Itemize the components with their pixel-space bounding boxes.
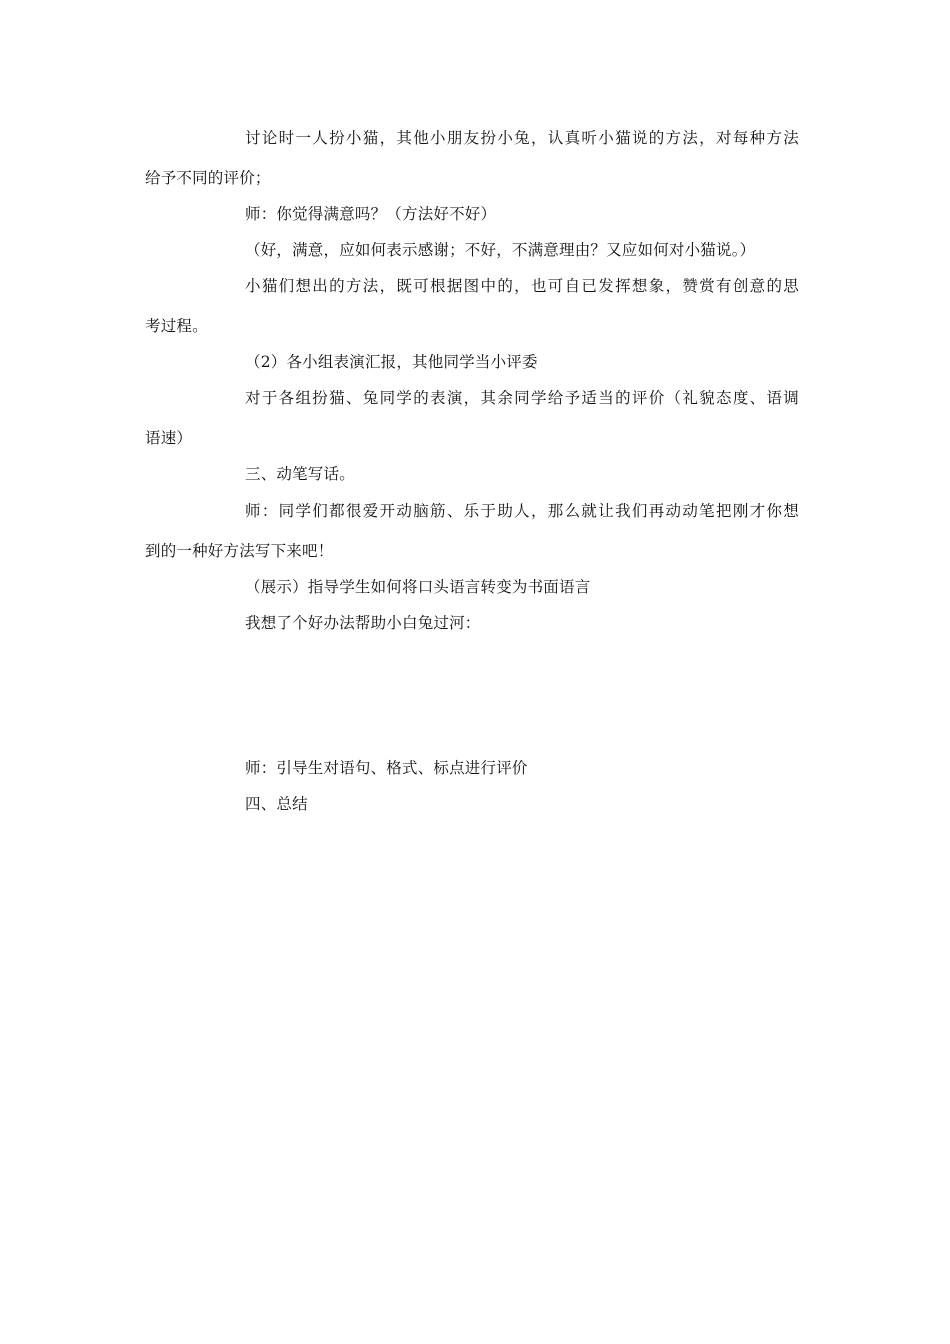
section-heading: （2）各小组表演汇报，其他同学当小评委 xyxy=(245,353,538,371)
paragraph-line: 师：同学们都很爱开动脑筋、乐于助人，那么就让我们再动动笔把刚才你想 xyxy=(245,502,799,520)
paragraph-line: 考过程。 xyxy=(145,317,208,335)
section-heading: 三、动笔写话。 xyxy=(245,465,355,483)
paragraph-line: 小猫们想出的方法，既可根据图中的，也可自已发挥想象，赞赏有创意的思 xyxy=(245,277,799,295)
paragraph-line: 给予不同的评价； xyxy=(145,169,271,187)
paragraph-line: 我想了个好办法帮助小白兔过河： xyxy=(245,614,481,632)
paragraph-line: （好，满意，应如何表示感谢；不好，不满意理由？又应如何对小猫说。） xyxy=(245,241,756,259)
paragraph-line: 师：你觉得满意吗？（方法好不好） xyxy=(245,205,497,223)
paragraph-line: （展示）指导学生如何将口头语言转变为书面语言 xyxy=(245,578,591,596)
paragraph-line: 讨论时一人扮小猫，其他小朋友扮小兔，认真听小猫说的方法，对每种方法 xyxy=(245,129,799,147)
section-heading: 四、总结 xyxy=(245,795,308,813)
paragraph-line: 语速） xyxy=(145,429,193,447)
paragraph-line: 到的一种好方法写下来吧！ xyxy=(145,542,334,560)
paragraph-line: 对于各组扮猫、兔同学的表演，其余同学给予适当的评价（礼貌态度、语调 xyxy=(245,389,799,407)
paragraph-line: 师：引导生对语句、格式、标点进行评价 xyxy=(245,759,528,777)
